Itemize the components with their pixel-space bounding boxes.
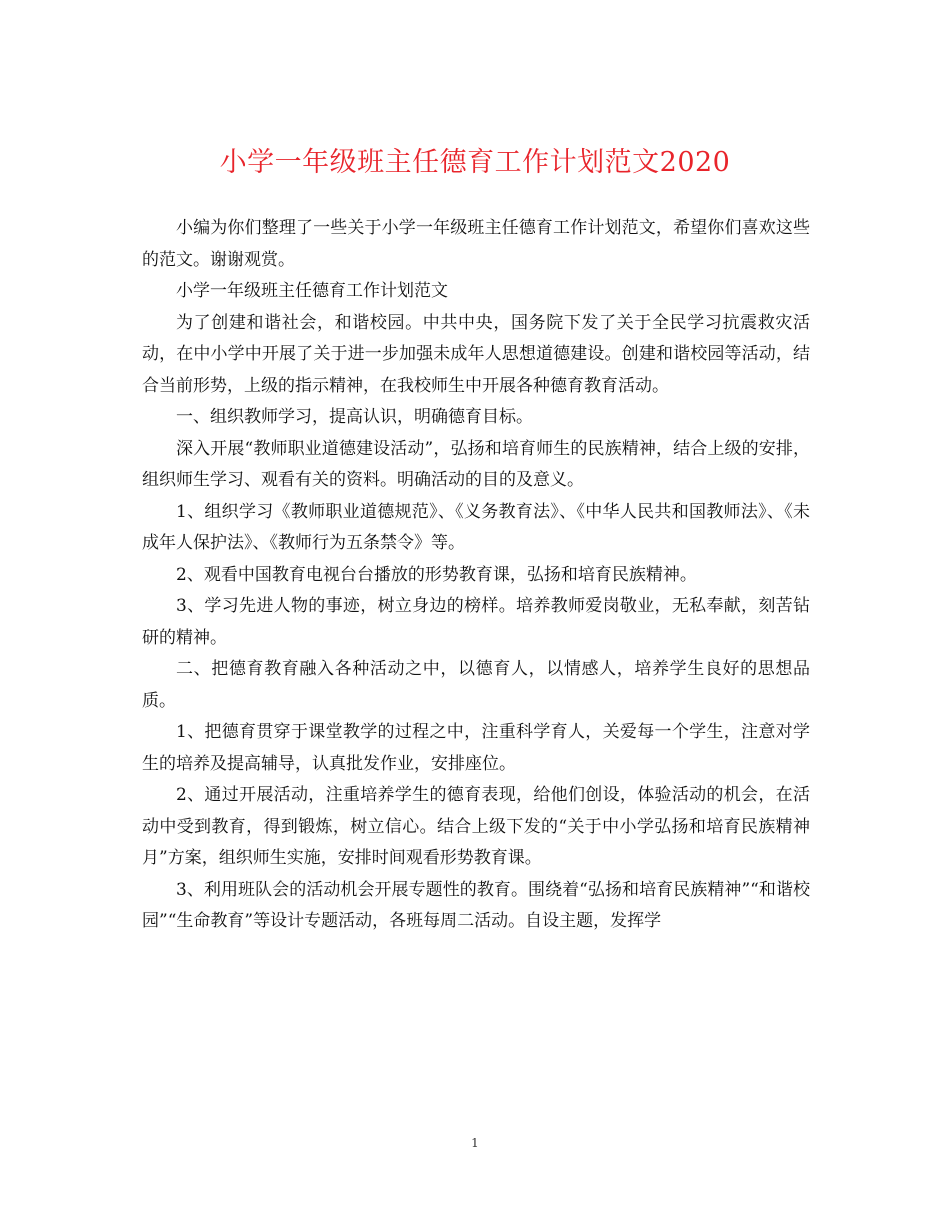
intro-paragraph: 小编为你们整理了一些关于小学一年级班主任德育工作计划范文，希望你们喜欢这些的范文。谢谢观赏。 (142, 218, 810, 270)
section-heading-1: 一、组织教师学习，提高认识，明确德育目标。 (176, 407, 533, 427)
document-body (142, 213, 810, 938)
list-item: 2、观看中国教育电视台台播放的形势教育课，弘扬和培育民族精神。 (176, 564, 697, 585)
document-title: 小学一年级班主任德育工作计划范文2020 (219, 147, 731, 178)
body-paragraph: 深入开展“教师职业道德建设活动”，弘扬和培育师生的民族精神，结合上级的安排，组织师生学习、观看有关的资料。明确活动的目的及意义。 (142, 438, 810, 490)
section-heading-2: 二、把德育教育融入各种活动之中，以德育人，以情感人，培养学生良好的思想品质。 (142, 659, 810, 711)
page-number: 1 (471, 1136, 479, 1150)
list-item: 3、学习先进人物的事迹，树立身边的榜样。培养教师爱岗敬业，无私奉献，刻苦钻研的精神。 (142, 596, 810, 648)
body-paragraph: 为了创建和谐社会，和谐校园。中共中央，国务院下发了关于全民学习抗震救灾活动，在中小学中开展了关于进一步加强未成年人思想道德建设。创建和谐校园等活动，结合当前形势，上级的指示精神，在我校师生中开展各种德育教育活动。 (142, 312, 810, 396)
subtitle-paragraph: 小学一年级班主任德育工作计划范文 (176, 281, 448, 301)
list-item: 1、把德育贯穿于课堂教学的过程之中，注重科学育人，关爱每一个学生，注意对学生的培养及提高辅导，认真批发作业，安排座位。 (142, 722, 810, 774)
list-item: 2、通过开展活动，注重培养学生的德育表现，给他们创设，体验活动的机会，在活动中受到教育，得到锻炼，树立信心。结合上级下发的“关于中小学弘扬和培育民族精神月”方案，组织师生实施，安排时间观看形势教育课。 (142, 785, 810, 868)
list-item: 3、利用班队会的活动机会开展专题性的教育。围绕着“弘扬和培育民族精神”“和谐校园”“生命教育”等设计专题活动，各班每周二活动。自设主题，发挥学 (142, 879, 810, 931)
list-item: 1、组织学习《教师职业道德规范》、《义务教育法》、《中华人民共和国教师法》、《未成年人保护法》、《教师行为五条禁令》等。 (142, 501, 810, 553)
